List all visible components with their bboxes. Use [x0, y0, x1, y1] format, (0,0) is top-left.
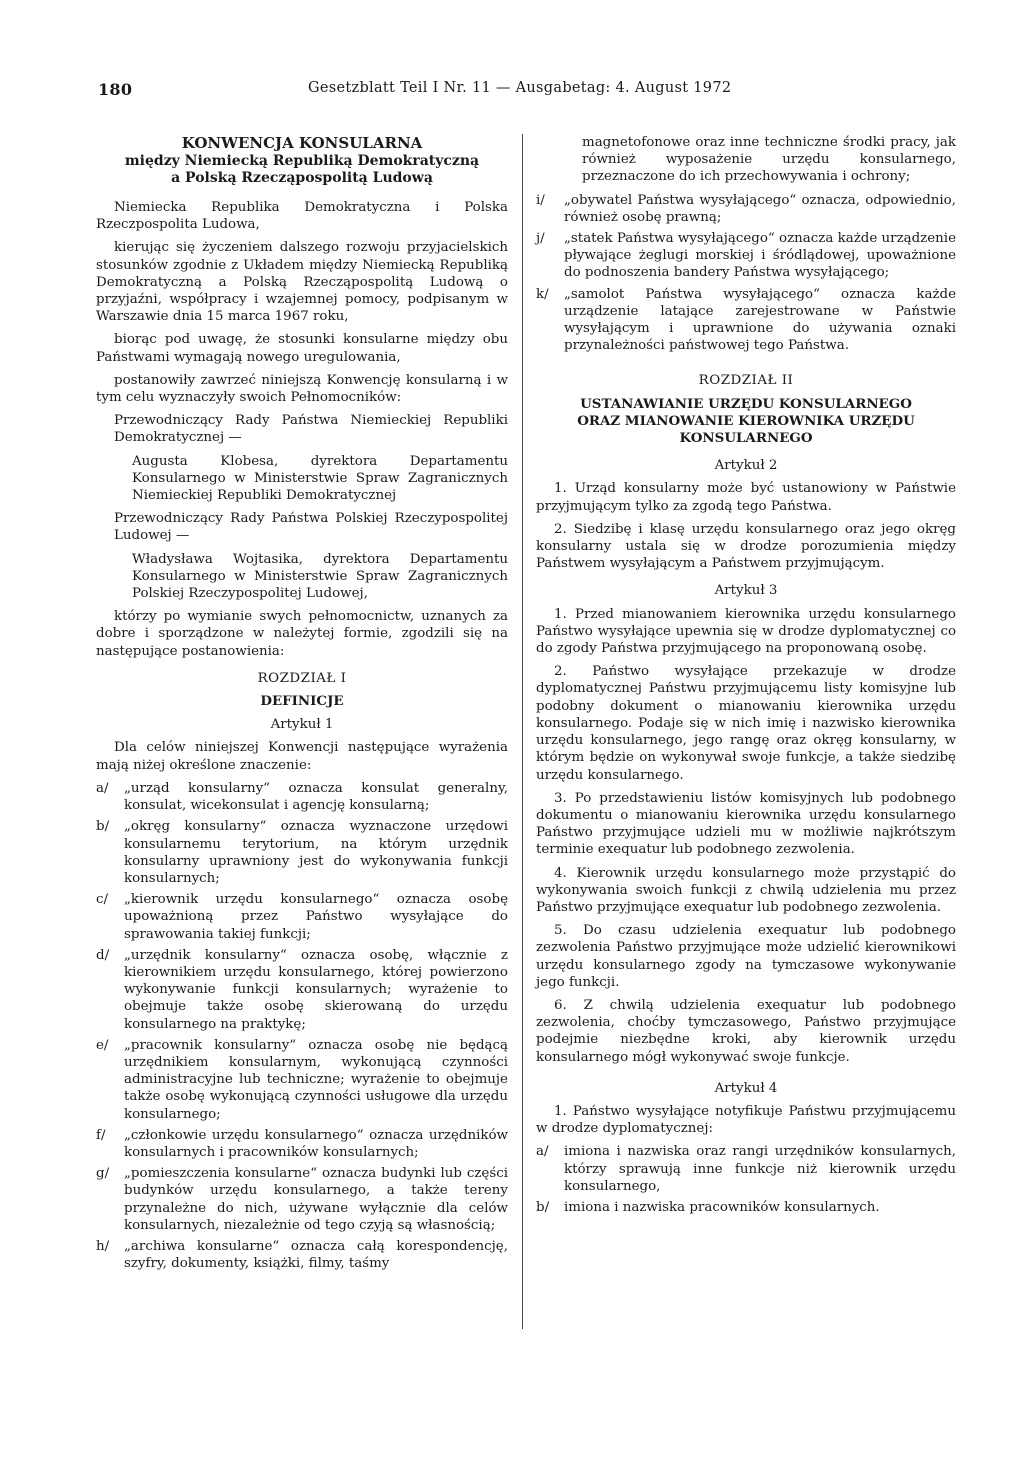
list-item — [536, 286, 956, 355]
convention-subtitle-1: między Niemiecką Republiką Demokratyczną — [124, 153, 480, 169]
preamble-parties: Niemiecka Republika Demokratyczna i Polska Rzeczpospolita Ludowa, — [96, 200, 508, 233]
article-1-heading: Artykuł 1 — [270, 717, 334, 733]
list-item — [536, 1143, 956, 1195]
journal-title: Gesetzblatt Teil I Nr. 11 — Ausgabetag: 4. August 1972 — [308, 80, 732, 96]
list-item — [536, 230, 956, 282]
item-text: „statek Państwa wysyłającego“ oznacza każde urządzenie pływające żeglugi morskiej i śródlądowej, upoważnione do podnoszenia bandery Państwa wysyłającego; — [564, 231, 956, 281]
article-4-heading: Artykuł 4 — [714, 1080, 778, 1096]
convention-title: KONWENCJA KONSULARNA — [181, 134, 423, 152]
item-label: a/ — [536, 1144, 549, 1160]
item-text: „archiwa konsularne“ oznacza całą korespondencję, szyfry, dokumenty, książki, filmy, taśmy — [124, 1238, 508, 1272]
list-item — [96, 1165, 508, 1234]
left-column — [96, 134, 508, 1276]
column-divider — [522, 134, 523, 1329]
chapter-1-title: DEFINICJE — [260, 693, 344, 710]
convention-subtitle-2: a Polską Rzecząpospolitą Ludową — [171, 170, 433, 186]
preamble-considering: biorąc pod uwagę, że stosunki konsularne między obu Państwami wymagają nowego uregulowania, — [96, 332, 508, 365]
chapter-2-title-3: KONSULARNEGO — [679, 430, 813, 447]
item-label: j/ — [536, 231, 545, 247]
article-3-para-1: 1. Przed mianowaniem kierownika urzędu konsularnego Państwo wysyłające upewnia się w drodze dyplomatycznej co do zgody Państwa przyjmującego na proponowaną osobę. — [536, 606, 956, 657]
plenipotentiary-gdr-head: Przewodniczący Rady Państwa Niemieckiej Republiki Demokratycznej — — [114, 413, 508, 446]
item-h-continued: magnetofonowe oraz inne techniczne środki pracy, jak również wyposażenie urzędu konsularnego, przeznaczone do ich przechowywania i ochrony; — [582, 135, 956, 185]
plenipotentiary-prl: Władysława Wojtasika, dyrektora Departamentu Konsularnego w Ministerstwie Spraw Zagranicznych Polskiej Rzeczypospolitej Ludowej, — [132, 551, 508, 602]
article-3-para-6: 6. Z chwilą udzielenia exequatur lub podobnego zezwolenia, choćby tymczasowego, Państwo przyjmujące podejmie niezbędne kroki, aby kierownik urzędu konsularnego mógł wykonywać swoje funkcje. — [536, 997, 956, 1065]
item-label: b/ — [96, 819, 110, 835]
article-3-heading: Artykuł 3 — [714, 583, 778, 599]
item-label: d/ — [96, 947, 110, 963]
item-text: imiona i nazwiska pracowników konsularnych. — [564, 1199, 880, 1215]
list-item — [96, 1238, 508, 1272]
item-text: „obywatel Państwa wysyłającego“ oznacza, odpowiednio, również osobę prawną; — [564, 192, 956, 225]
item-text: „pomieszczenia konsularne“ oznacza budynki lub części budynków urzędu konsularnego, a także tereny przynależne do nich, używane wyłącznie dla celów konsularnych, niezależnie od tego czyją są własnością; — [124, 1166, 508, 1233]
item-label: g/ — [96, 1166, 110, 1182]
chapter-2-title-2: ORAZ MIANOWANIE KIEROWNIKA URZĘDU — [577, 412, 915, 429]
item-text: imiona i nazwiska oraz rangi urzędników konsularnych, którzy sprawują inne funkcje niż kierownik urzędu konsularnego, — [564, 1144, 956, 1194]
article-3-para-3: 3. Po przedstawieniu listów komisyjnych lub podobnego dokumentu o mianowaniu kierownika urzędu konsularnego Państwo przyjmujące udzieli mu w możliwie najkrótszym terminie exequatur lub podobnego zezwolenia. — [536, 790, 956, 858]
item-text: „urzędnik konsularny“ oznacza osobę, włącznie z kierownikiem urzędu konsularnego, której powierzono wykonywanie funkcji konsularnych; wyrażenie to obejmuje także osobę skierowaną do urzędu konsularnego na praktykę; — [124, 947, 508, 1032]
item-label: i/ — [536, 192, 545, 208]
plenipotentiary-prl-head: Przewodniczący Rady Państwa Polskiej Rzeczypospolitej Ludowej — — [114, 511, 508, 544]
right-column — [536, 134, 956, 1220]
item-label: b/ — [536, 1199, 550, 1215]
page-number: 180 — [98, 80, 133, 99]
preamble-desire: kierując się życzeniem dalszego rozwoju przyjacielskich stosunków zgodnie z Układem między Niemiecką Republiką Demokratyczną a Polską Rzecząpospolitą Ludową o przyjaźni, współpracy i wzajemnej pomocy, podpisanym w Warszawie dnia 15 marca 1967 roku, — [96, 240, 508, 325]
article-2-para-2: 2. Siedzibę i klasę urzędu konsularnego oraz jego okręg konsularny ustala się w drodze porozumienia między Państwem wysyłającym a Państwem przyjmującym. — [536, 521, 956, 572]
item-label: k/ — [536, 286, 549, 302]
item-label: e/ — [96, 1037, 109, 1053]
item-label: a/ — [96, 780, 109, 796]
list-item — [536, 1199, 956, 1216]
article-3-para-4: 4. Kierownik urzędu konsularnego może przystąpić do wykonywania swoich funkcji z chwilą udzielenia mu przez Państwo przyjmujące exequatur lub podobnego zezwolenia. — [536, 865, 956, 915]
item-text: „samolot Państwa wysyłającego“ oznacza każde urządzenie latające zarejestrowane w Państwie wysyłającym i uprawnione do używania oznaki przynależności państwowej tego Państwa. — [564, 286, 956, 354]
list-item — [96, 1037, 508, 1123]
article-1-intro: Dla celów niniejszej Konwencji następujące wyrażenia mają niżej określone znaczenie: — [96, 740, 508, 773]
page-header — [98, 80, 898, 99]
item-label: c/ — [96, 892, 109, 908]
item-text: „okręg konsularny“ oznacza wyznaczone urzędowi konsularnemu terytorium, na którym urzędnik konsularny uprawniony jest do wykonywania funkcji konsularnych; — [124, 819, 508, 886]
chapter-1-label: ROZDZIAŁ I — [257, 670, 347, 686]
article-2-heading: Artykuł 2 — [714, 458, 778, 474]
item-text: „kierownik urzędu konsularnego“ oznacza osobę upoważnioną przez Państwo wysyłające do sprawowania takiej funkcji; — [124, 892, 508, 942]
plenipotentiary-gdr: Augusta Klobesa, dyrektora Departamentu Konsularnego w Ministerstwie Spraw Zagranicznych Niemieckiej Republiki Demokratycznej — [132, 453, 508, 504]
preamble-agreed: którzy po wymianie swych pełnomocnictw, uznanych za dobre i sporządzone w należytej formie, zgodzili się na następujące postanowienia: — [96, 609, 508, 659]
article-4-para-1: 1. Państwo wysyłające notyfikuje Państwu przyjmującemu w drodze dyplomatycznej: — [536, 1103, 956, 1137]
list-item — [96, 891, 508, 943]
preamble-decided: postanowiły zawrzeć niniejszą Konwencję konsularną i w tym celu wyznaczyły swoich Pełnomocników: — [96, 372, 508, 406]
list-item — [96, 947, 508, 1033]
list-item — [536, 192, 956, 226]
article-3-para-2: 2. Państwo wysyłające przekazuje w drodze dyplomatycznej Państwu przyjmującemu listy komisyjne lub podobny dokument o mianowaniu kierownika urzędu konsularnego. Podaje się w nich imię i nazwisko kierownika urzędu konsularnego, jego rangę oraz okręg konsularny, w którym będzie on wykonywał swoje funkcje, a także siedzibę urzędu konsularnego. — [536, 664, 956, 783]
article-2-para-1: 1. Urząd konsularny może być ustanowiony w Państwie przyjmującym tylko za zgodą tego Państwa. — [536, 481, 956, 514]
item-text: „członkowie urzędu konsularnego“ oznacza urzędników konsularnych i pracowników konsularnych; — [124, 1127, 508, 1160]
item-text: „pracownik konsularny“ oznacza osobę nie będącą urzędnikiem konsularnym, wykonującą czynności administracyjne lub techniczne; wyrażenie to obejmuje także osobę wykonującą czynności usługowe dla urzędu konsularnego; — [124, 1037, 508, 1122]
list-item — [96, 1127, 508, 1161]
list-item — [96, 780, 508, 814]
item-label: h/ — [96, 1238, 110, 1254]
item-text: „urząd konsularny“ oznacza konsulat generalny, konsulat, wicekonsulat i agencję konsularną; — [124, 780, 508, 814]
article-3-para-5: 5. Do czasu udzielenia exequatur lub podobnego zezwolenia Państwo przyjmujące może udzielić kierownikowi urzędu konsularnego zgody na tymczasowe wykonywanie jego funkcji. — [536, 923, 956, 990]
chapter-2-title-1: USTANAWIANIE URZĘDU KONSULARNEGO — [580, 395, 912, 412]
chapter-2-label: ROZDZIAŁ II — [698, 373, 794, 389]
list-item — [96, 818, 508, 887]
item-label: f/ — [96, 1127, 106, 1143]
